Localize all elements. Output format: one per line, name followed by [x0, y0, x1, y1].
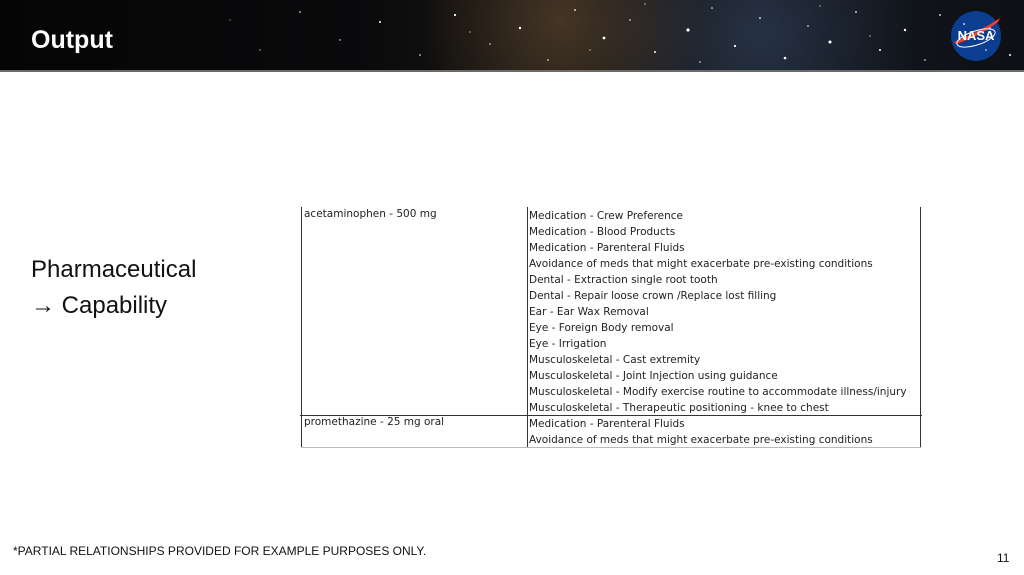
table-column-divider — [527, 207, 528, 448]
arrow-right-icon: → — [31, 292, 55, 319]
table-border-left — [301, 207, 302, 448]
section-label — [31, 252, 196, 324]
header-banner — [0, 0, 1024, 72]
table-row-1-medication: acetaminophen - 500 mg — [304, 208, 437, 220]
section-label-line1: Pharmaceutical — [31, 256, 197, 283]
capability-item: Eye - Foreign Body removal — [529, 322, 674, 334]
capability-item: Avoidance of meds that might exacerbate pre-existing conditions — [529, 258, 873, 270]
capability-item: Medication - Parenteral Fluids — [529, 418, 685, 430]
capability-item: Musculoskeletal - Therapeutic positioning - knee to chest — [529, 402, 829, 414]
starfield-background — [0, 0, 1024, 72]
table-row-2-medication: promethazine - 25 mg oral — [304, 416, 445, 428]
footnote: *PARTIAL RELATIONSHIPS PROVIDED FOR EXAMPLE PURPOSES ONLY. — [13, 544, 427, 558]
capability-item: Medication - Parenteral Fluids — [529, 242, 685, 254]
slide-title: Output — [31, 26, 113, 54]
section-label-capability: Capability — [61, 292, 168, 319]
nasa-logo-text: NASA — [957, 28, 995, 43]
capability-item: Musculoskeletal - Joint Injection using guidance — [529, 370, 778, 382]
capability-item: Eye - Irrigation — [529, 338, 607, 350]
table-row-1-capabilities — [529, 208, 907, 416]
capability-item: Dental - Extraction single root tooth — [529, 274, 718, 286]
table-row-2-capabilities — [529, 416, 873, 448]
capability-item: Dental - Repair loose crown /Replace lost filling — [529, 290, 777, 302]
section-label-line2 — [31, 288, 196, 324]
capability-item: Medication - Blood Products — [529, 226, 676, 238]
capability-item: Avoidance of meds that might exacerbate pre-existing conditions — [529, 434, 873, 446]
capability-item: Musculoskeletal - Cast extremity — [529, 354, 701, 366]
table-border-right — [920, 207, 921, 448]
capability-item: Medication - Crew Preference — [529, 210, 683, 222]
capability-item: Musculoskeletal - Modify exercise routine to accommodate illness/injury — [529, 386, 907, 398]
nasa-logo-icon — [950, 10, 1002, 62]
capability-item: Ear - Ear Wax Removal — [529, 306, 649, 318]
page-number: 11 — [997, 551, 1010, 565]
pharmaceutical-capability-table — [300, 207, 922, 448]
